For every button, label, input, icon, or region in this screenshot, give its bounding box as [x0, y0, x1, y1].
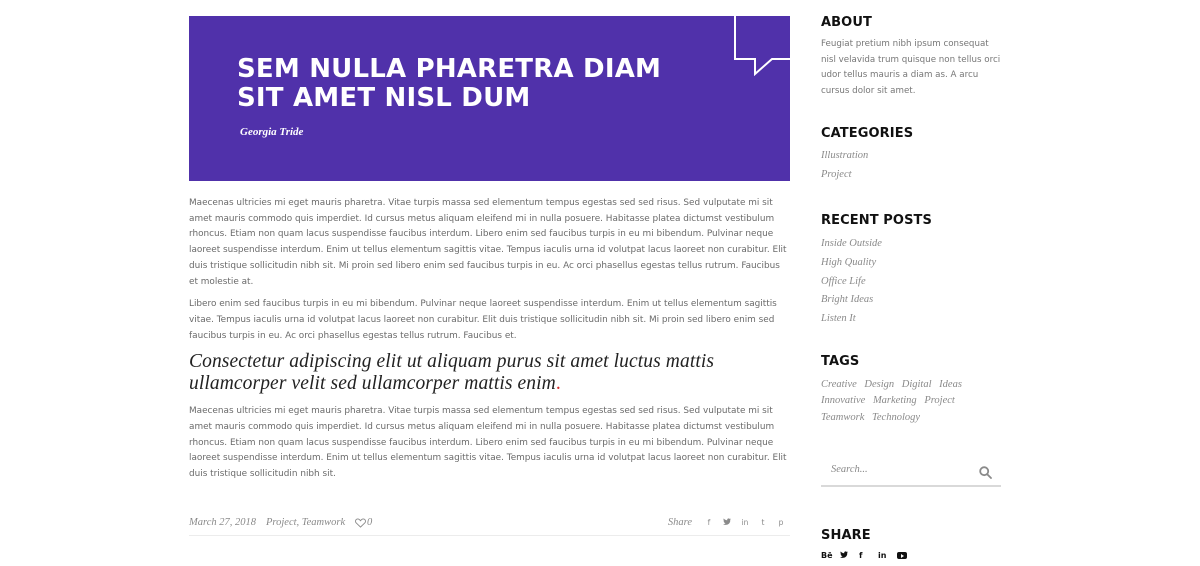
- category-link[interactable]: Illustration: [821, 150, 869, 161]
- quote-text: Consectetur adipiscing elit ut aliquam purus sit amet luctus mattis ullamcorper velit sed ullamcorper mattis enim: [189, 351, 715, 395]
- linkedin-icon[interactable]: in: [878, 551, 887, 560]
- recent-posts-title: RECENT POSTS: [821, 213, 932, 228]
- twitter-icon[interactable]: [718, 518, 736, 527]
- post-meta-bar: [189, 516, 790, 536]
- tag-cloud: [821, 377, 981, 426]
- tag-link[interactable]: Design: [864, 379, 895, 390]
- share-label: Share: [667, 517, 692, 528]
- tag-link[interactable]: Digital: [901, 379, 932, 390]
- post-paragraph: Libero enim sed faucibus turpis in eu mi bibendum. Pulvinar neque laoreet suspendisse interdum. Enim ut tellus elementum sagittis vitae. Tempus iaculis urna id volutpat lacus laoreet non curabitur. Elit duis tristique sollicitudin nibh sit. Mi proin sed libero enim sed faucibus turpis in eu. Ac orci phasellus egestas tellus rutrum. Faucibus et.: [189, 299, 777, 341]
- tags-title: TAGS: [821, 354, 860, 369]
- recent-post-link[interactable]: Office Life: [821, 275, 866, 287]
- like-count: 0: [367, 517, 373, 528]
- tag-link[interactable]: Teamwork: [821, 411, 865, 423]
- facebook-icon[interactable]: f: [859, 551, 863, 560]
- post-author[interactable]: Georgia Tride: [240, 126, 304, 138]
- tag-link[interactable]: Marketing: [872, 395, 917, 407]
- speech-bubble-icon: [734, 16, 790, 76]
- pinterest-icon[interactable]: p: [778, 518, 784, 527]
- tag-link[interactable]: Innovative: [821, 395, 866, 407]
- tag-link[interactable]: Technology: [872, 411, 921, 423]
- linkedin-icon[interactable]: in: [741, 518, 749, 527]
- post-quote: [189, 351, 790, 395]
- like-button[interactable]: [355, 517, 372, 528]
- share-title: SHARE: [821, 528, 871, 543]
- youtube-logo: [897, 552, 907, 559]
- post-paragraph: Maecenas ultricies mi eget mauris pharetra. Vitae turpis massa sed elementum tempus egestas sed sed risus. Sed vulputate mi sit amet mauris commodo quis imperdiet. Id cursus metus aliquam eleifend mi in nulla posuere. Habitasse platea dictumst vestibulum rhoncus. Etiam non quam lacus suspendisse faucibus interdum. Libero enim sed faucibus turpis in eu mi bibendum. Pulvinar neque laoreet suspendisse interdum. Enim ut tellus elementum sagittis vitae. Tempus iaculis urna id volutpat lacus laoreet non curabitur. Elit duis tristique sollicitudin nibh sit.: [189, 406, 787, 480]
- category-link[interactable]: Project: [821, 168, 852, 180]
- post-share: [668, 517, 790, 528]
- tag-link[interactable]: Creative: [821, 379, 857, 390]
- categories-title: CATEGORIES: [821, 126, 914, 141]
- tumblr-icon[interactable]: t: [761, 518, 765, 527]
- twitter-icon[interactable]: [840, 551, 859, 560]
- post-hero-banner[interactable]: [189, 16, 790, 181]
- about-text: Feugiat pretium nibh ipsum consequat nisl velavida trum quisque non tellus orci udor tellus mauris a diam as. A arcu cursus dolor sit amet.: [821, 39, 1001, 96]
- about-title: ABOUT: [821, 15, 872, 30]
- recent-post-link[interactable]: High Quality: [821, 256, 877, 268]
- recent-post-link[interactable]: Listen It: [821, 313, 856, 325]
- recent-posts-list: [821, 235, 882, 329]
- tag-link[interactable]: Ideas: [939, 379, 962, 390]
- recent-post-link[interactable]: Inside Outside: [821, 238, 882, 249]
- behance-icon[interactable]: Bē: [821, 551, 833, 560]
- search-box: [821, 458, 1001, 487]
- post-title[interactable]: SEM NULLA PHARETRA DIAM SIT AMET NISL DUM: [237, 54, 662, 113]
- quote-end-mark: .: [555, 373, 561, 395]
- post-categories[interactable]: Project, Teamwork: [266, 517, 346, 528]
- search-icon[interactable]: [979, 466, 992, 479]
- youtube-icon[interactable]: [897, 551, 916, 560]
- categories-list: [821, 147, 868, 185]
- post-article: [189, 16, 790, 483]
- search-input[interactable]: [831, 464, 971, 475]
- facebook-icon[interactable]: f: [707, 518, 711, 527]
- tag-link[interactable]: Project: [924, 395, 955, 407]
- post-date[interactable]: March 27, 2018: [189, 517, 256, 528]
- post-paragraph: Maecenas ultricies mi eget mauris pharetra. Vitae turpis massa sed elementum tempus egestas sed sed risus. Sed vulputate mi sit amet mauris commodo quis imperdiet. Id cursus metus aliquam eleifend mi in nulla posuere. Habitasse platea dictumst vestibulum rhoncus. Etiam non quam lacus suspendisse faucibus interdum. Libero enim sed faucibus turpis in eu mi bibendum. Pulvinar neque laoreet suspendisse interdum. Enim ut tellus elementum sagittis vitae. Tempus iaculis urna id volutpat lacus laoreet non curabitur. Elit duis tristique sollicitudin nibh sit. Mi proin sed libero enim sed faucibus turpis in eu. Ac orci phasellus egestas tellus rutrum. Faucibus et molestie at.: [189, 198, 787, 287]
- heart-icon: [355, 518, 366, 528]
- sidebar-social-links: [821, 551, 916, 560]
- recent-post-link[interactable]: Bright Ideas: [821, 294, 874, 306]
